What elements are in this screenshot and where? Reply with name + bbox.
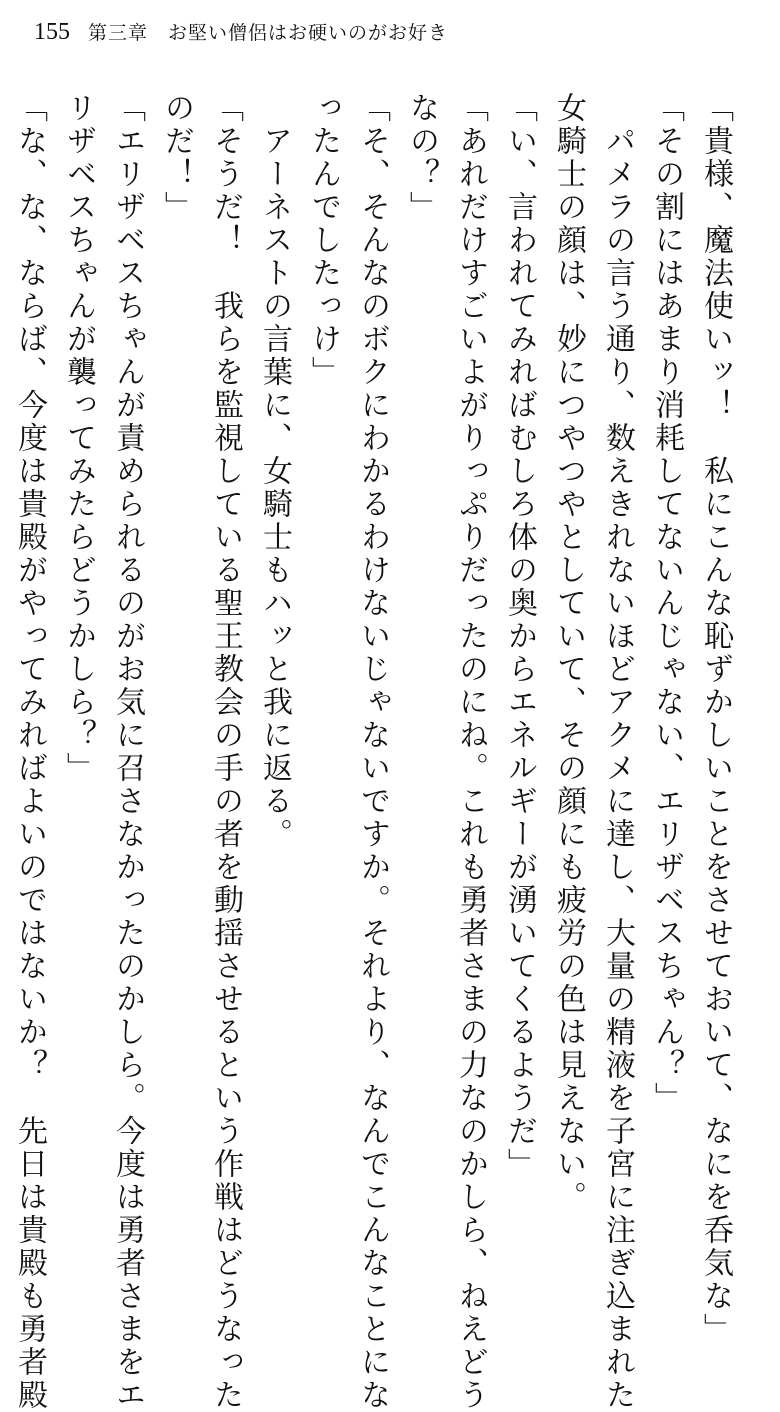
text-line: なの？」 xyxy=(404,92,439,224)
text-line: 「貴様、魔法使いッ！ 私にこんな恥ずかしいことをさせておいて、なにを呑気な」 xyxy=(698,92,733,1346)
text-line: 「そうだ！ 我らを監視している聖王教会の手の者を動揺させるという作戦はどうなった xyxy=(208,92,243,1412)
text-line: 「エリザベスちゃんが責められるのがお気に召さなかったのかしら。今度は勇者さまをエ xyxy=(110,92,145,1412)
text-line: 「その割にはあまり消耗してないんじゃない、エリザベスちゃん？」 xyxy=(649,92,684,1115)
text-line: 「あれだけすごいよがりっぷりだったのにね。これも勇者さまの力なのかしら、ねえどう xyxy=(453,92,488,1412)
text-line: ったんでしたっけ」 xyxy=(306,92,341,389)
text-line: 「な、な、ならば、今度は貴殿がやってみればよいのではないか？ 先日は貴殿も勇者殿 xyxy=(12,92,47,1412)
text-line: パメラの言う通り、数えきれないほどアクメに達し、大量の精液を子宮に注ぎ込まれた xyxy=(600,92,635,1412)
page-number: 155 xyxy=(34,19,70,45)
text-line: 「そ、そんなのボクにわかるわけないじゃないですか。それより、なんでこんなことにな xyxy=(355,92,390,1412)
text-line: アーネストの言葉に、女騎士もハッと我に返る。 xyxy=(257,92,292,851)
vertical-body-text xyxy=(12,92,740,1412)
chapter-title: 第三章 お堅い僧侶はお硬いのがお好き xyxy=(88,22,449,44)
text-line: 女騎士の顔は、妙につやつやとしていて、その顔にも疲労の色は見えない。 xyxy=(551,92,586,1214)
running-header xyxy=(34,18,448,58)
text-line: 「い、言われてみればむしろ体の奥からエネルギーが湧いてくるようだ」 xyxy=(502,92,537,1181)
text-line: リザベスちゃんが襲ってみたらどうかしら？」 xyxy=(61,92,96,785)
text-line: のだ！」 xyxy=(159,92,194,224)
